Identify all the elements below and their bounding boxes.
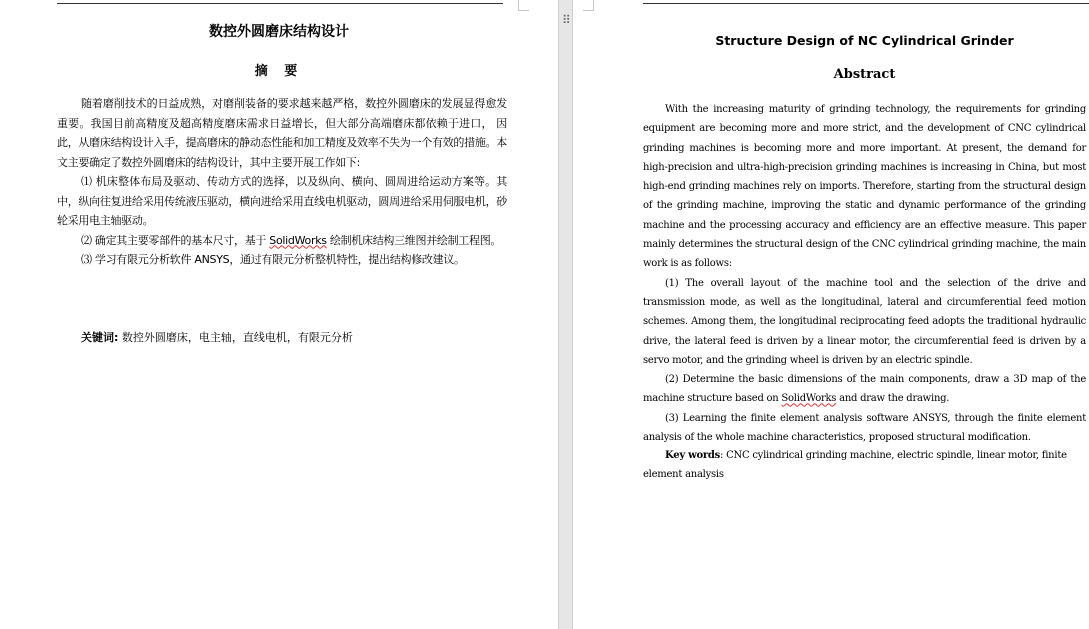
en-item-1: (1) The overall layout of the machine tool and the selection of the drive and transmission mode, as well as the longitudinal, lateral and circumferential feed motion schemes. Among them, the longitudinal reciprocating feed adopts the traditional hydraulic drive, the lateral feed is driven by a linear motor, the circumferential feed is driven by a servo motor, and the grinding wheel is driven by an electric spindle.: [643, 277, 1086, 366]
en-abstract-heading: Abstract: [833, 67, 896, 82]
header-rule-left: [57, 3, 503, 4]
page-gutter: [558, 0, 573, 629]
cn-item-2: ⑵ 确定其主要零部件的基本尺寸，基于 SolidWorks 绘制机床结构三维图并绘制工程图。: [81, 233, 502, 247]
cn-paragraph: 随着磨削技术的日益成熟，对磨削装备的要求越来越严格，数控外圆磨床的发展显得愈发重要。我国目前高精度及超高精度磨床需求日益增长，但大部分高端磨床都依赖于进口， 因此，从磨床结构设计入手，提高磨床的静动态性能和加工精度及效率不失为一个有效的措施。本文主要确定了数控外圆磨床的结构设计，其中主要开展工作如下:: [57, 97, 507, 169]
cn-abstract-heading: 摘 要: [254, 64, 304, 79]
cn-item-1: ⑴ 机床整体布局及驱动、传动方式的选择，以及纵向、横向、圆周进给运动方案等。其中，纵向往复进给采用传统液压驱动，横向进给采用直线电机驱动，圆周进给采用伺服电机，砂轮采用电主轴驱动。: [57, 175, 507, 227]
en-item-2: (2) Determine the basic dimensions of the main components, draw a 3D map of the machine structure based on SolidWorks and draw the drawing.: [643, 374, 1086, 405]
crop-mark-left: [518, 0, 529, 11]
en-item-3: (3) Learning the finite element analysis software ANSYS, through the finite element analysis of the whole machine characteristics, proposed structural modification.: [643, 412, 1086, 444]
spellcheck-word[interactable]: SolidWorks: [269, 233, 327, 247]
cn-abstract-body: [57, 94, 507, 270]
cn-item-3: ⑶ 学习有限元分析软件 ANSYS，通过有限元分析整机特性，提出结构修改建议。: [81, 253, 465, 266]
crop-mark-right: [583, 0, 594, 11]
en-abstract-body: [643, 100, 1086, 447]
spellcheck-word[interactable]: SolidWorks: [781, 393, 837, 405]
drag-handle-icon[interactable]: ⠿: [562, 13, 570, 27]
en-title: Structure Design of NC Cylindrical Grinder: [715, 33, 1014, 48]
en-paragraph: With the increasing maturity of grinding technology, the requirements for grinding equipment are becoming more and more strict, and the development of CNC cylindrical grinding machines is becoming more and more important. At present, the demand for high-precision and ultra-high-precision grinding machines is increasing in China, but most high-end grinding machines rely on imports. Therefore, starting from the structural design of the grinding machine, improving the static and dynamic performance of the grinding machine and the processing accuracy and efficiency are an effective measure. This paper mainly determines the structural design of the CNC cylindrical grinding machine, the main work is as follows:: [643, 104, 1086, 270]
en-keywords: Key words: CNC cylindrical grinding machine, electric spindle, linear motor, finite element analysis: [643, 450, 1067, 481]
header-rule-right: [643, 3, 1089, 4]
cn-keywords: 关键词: 数控外圆磨床，电主轴，直线电机，有限元分析: [81, 331, 353, 344]
cn-title: 数控外圆磨床结构设计: [209, 24, 349, 40]
